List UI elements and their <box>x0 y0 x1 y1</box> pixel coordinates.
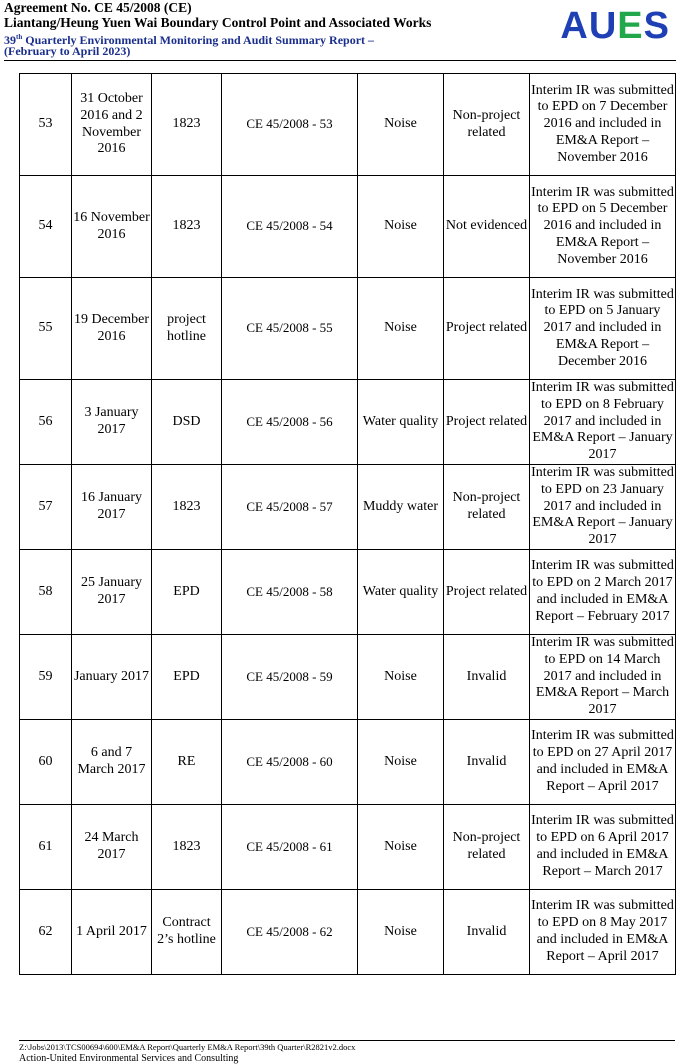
complaint-source-cell: project hotline <box>152 278 222 380</box>
table-row <box>20 805 676 890</box>
case-number-cell: 53 <box>20 74 72 176</box>
investigation-result-cell: Project related <box>444 278 530 380</box>
complaint-source-cell: RE <box>152 720 222 805</box>
complaint-type-cell: Noise <box>358 890 444 975</box>
reporting-remark-cell: Interim IR was submitted to EPD on 14 March 2017 and included in EM&A Report – March 2017 <box>530 635 676 720</box>
case-reference-cell: CE 45/2008 - 58 <box>222 550 358 635</box>
table-row <box>20 550 676 635</box>
complaint-type-cell: Noise <box>358 176 444 278</box>
investigation-result-cell: Invalid <box>444 890 530 975</box>
table-row <box>20 720 676 805</box>
aues-logo <box>560 6 670 46</box>
table-row <box>20 74 676 176</box>
table-row <box>20 890 676 975</box>
logo-letter-s: S <box>643 5 670 47</box>
complaint-date-cell: 3 January 2017 <box>72 380 152 465</box>
complaint-type-cell: Water quality <box>358 380 444 465</box>
report-title-text: Quarterly Environmental Monitoring and Audit Summary Report – <box>22 33 375 47</box>
report-number-suffix: th <box>16 33 23 41</box>
agreement-number: Agreement No. CE 45/2008 (CE) <box>4 0 192 15</box>
case-reference-cell: CE 45/2008 - 54 <box>222 176 358 278</box>
reporting-remark-cell: Interim IR was submitted to EPD on 8 May 2017 and included in EM&A Report – April 2017 <box>530 890 676 975</box>
reporting-remark-cell: Interim IR was submitted to EPD on 5 January 2017 and included in EM&A Report – December 2016 <box>530 278 676 380</box>
reporting-remark-cell: Interim IR was submitted to EPD on 27 April 2017 and included in EM&A Report – April 2017 <box>530 720 676 805</box>
complaint-type-cell: Water quality <box>358 550 444 635</box>
complaint-source-cell: 1823 <box>152 176 222 278</box>
complaint-source-cell: 1823 <box>152 465 222 550</box>
case-number-cell: 56 <box>20 380 72 465</box>
case-reference-cell: CE 45/2008 - 57 <box>222 465 358 550</box>
complaint-source-cell: EPD <box>152 550 222 635</box>
complaint-type-cell: Noise <box>358 74 444 176</box>
reporting-remark-cell: Interim IR was submitted to EPD on 5 December 2016 and included in EM&A Report – November 2016 <box>530 176 676 278</box>
company-name: Action-United Environmental Services and Consulting <box>19 1053 239 1064</box>
case-reference-cell: CE 45/2008 - 55 <box>222 278 358 380</box>
document-path: Z:\Jobs\2013\TCS00694\600\EM&A Report\Quarterly EM&A Report\39th Quarter\R2821v2.docx <box>19 1042 356 1052</box>
header-divider <box>4 60 676 61</box>
page-header <box>4 0 676 60</box>
reporting-remark-cell: Interim IR was submitted to EPD on 7 December 2016 and included in EM&A Report – November 2016 <box>530 74 676 176</box>
complaint-source-cell: 1823 <box>152 74 222 176</box>
complaint-date-cell: 25 January 2017 <box>72 550 152 635</box>
investigation-result-cell: Not evidenced <box>444 176 530 278</box>
case-reference-cell: CE 45/2008 - 59 <box>222 635 358 720</box>
table-row <box>20 465 676 550</box>
case-number-cell: 54 <box>20 176 72 278</box>
reporting-remark-cell: Interim IR was submitted to EPD on 2 March 2017 and included in EM&A Report – February 2017 <box>530 550 676 635</box>
investigation-result-cell: Non-project related <box>444 74 530 176</box>
complaint-date-cell: 31 October 2016 and 2 November 2016 <box>72 74 152 176</box>
investigation-result-cell: Project related <box>444 550 530 635</box>
complaint-date-cell: 6 and 7 March 2017 <box>72 720 152 805</box>
complaint-type-cell: Muddy water <box>358 465 444 550</box>
reporting-remark-cell: Interim IR was submitted to EPD on 8 February 2017 and included in EM&A Report – January 2017 <box>530 380 676 465</box>
case-reference-cell: CE 45/2008 - 56 <box>222 380 358 465</box>
complaint-type-cell: Noise <box>358 720 444 805</box>
investigation-result-cell: Invalid <box>444 635 530 720</box>
case-number-cell: 57 <box>20 465 72 550</box>
case-number-cell: 58 <box>20 550 72 635</box>
table-row <box>20 176 676 278</box>
complaint-date-cell: 1 April 2017 <box>72 890 152 975</box>
investigation-result-cell: Non-project related <box>444 465 530 550</box>
logo-letters-au: AU <box>560 5 618 47</box>
case-reference-cell: CE 45/2008 - 53 <box>222 74 358 176</box>
footer-divider <box>19 1040 675 1041</box>
complaint-source-cell: EPD <box>152 635 222 720</box>
case-reference-cell: CE 45/2008 - 61 <box>222 805 358 890</box>
investigation-result-cell: Invalid <box>444 720 530 805</box>
complaint-log-body <box>20 74 676 975</box>
case-number-cell: 61 <box>20 805 72 890</box>
complaint-date-cell: 16 November 2016 <box>72 176 152 278</box>
complaint-date-cell: January 2017 <box>72 635 152 720</box>
reporting-remark-cell: Interim IR was submitted to EPD on 23 January 2017 and included in EM&A Report – January 2017 <box>530 465 676 550</box>
report-period: (February to April 2023) <box>4 44 131 58</box>
case-number-cell: 60 <box>20 720 72 805</box>
complaint-source-cell: DSD <box>152 380 222 465</box>
complaint-type-cell: Noise <box>358 805 444 890</box>
reporting-remark-cell: Interim IR was submitted to EPD on 6 April 2017 and included in EM&A Report – March 2017 <box>530 805 676 890</box>
complaint-type-cell: Noise <box>358 635 444 720</box>
complaint-type-cell: Noise <box>358 278 444 380</box>
case-reference-cell: CE 45/2008 - 60 <box>222 720 358 805</box>
table-row <box>20 635 676 720</box>
case-reference-cell: CE 45/2008 - 62 <box>222 890 358 975</box>
complaint-date-cell: 16 January 2017 <box>72 465 152 550</box>
complaint-source-cell: 1823 <box>152 805 222 890</box>
complaint-date-cell: 19 December 2016 <box>72 278 152 380</box>
logo-letter-e: E <box>617 5 644 47</box>
case-number-cell: 62 <box>20 890 72 975</box>
complaint-log-table <box>19 73 676 975</box>
case-number-cell: 55 <box>20 278 72 380</box>
table-row <box>20 380 676 465</box>
investigation-result-cell: Project related <box>444 380 530 465</box>
case-number-cell: 59 <box>20 635 72 720</box>
project-title: Liantang/Heung Yuen Wai Boundary Control Point and Associated Works <box>4 15 432 30</box>
report-number: 39 <box>4 33 16 47</box>
complaint-date-cell: 24 March 2017 <box>72 805 152 890</box>
investigation-result-cell: Non-project related <box>444 805 530 890</box>
complaint-source-cell: Contract 2’s hotline <box>152 890 222 975</box>
table-row <box>20 278 676 380</box>
